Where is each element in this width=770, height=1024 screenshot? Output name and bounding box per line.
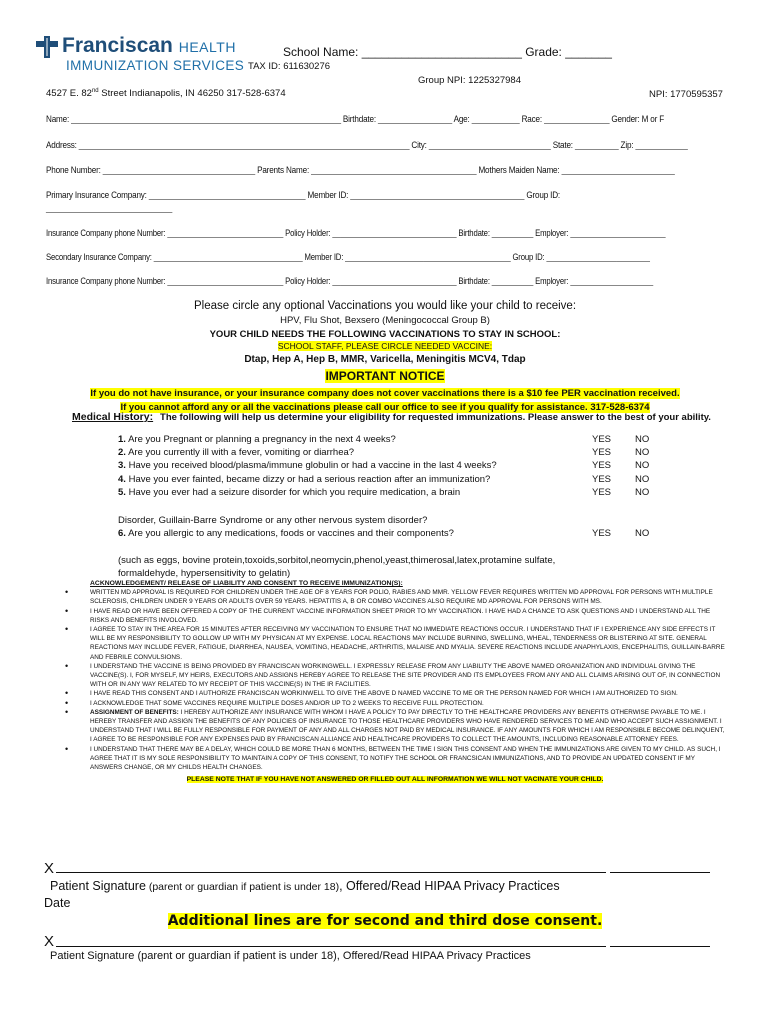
ack-bullet-5 <box>65 689 725 698</box>
address-part-2: Street Indianapolis, IN 46250 317-528-6374 <box>98 88 286 100</box>
ack-text: WRITTEN MD APPROVAL IS REQUIRED FOR CHILDREN UNDER THE AGE OF 8 YEARS FOR POLIO, RABIES AND MMR. YELLOW FEVER REQUIRES WRITTEN MD APPROVAL FOR PERSONS WITH MULTIPLE SCLEROSIS, CHILDREN UNDER 9 YEARS OR ADULTS OVER 59 YEARS. HEPATITIS A, B OR COMBO VACCINES ALSO REQUIRE MD APPROVAL FOR PERSONS WITH MS. <box>90 589 713 606</box>
additional-lines-note: Additional lines are for second and third dose consent. <box>167 913 603 929</box>
franciscan-cross-icon <box>36 36 58 58</box>
q-num: 4. <box>118 474 126 485</box>
signature-caption-1 <box>50 879 560 893</box>
q-text: Have you ever had a seizure disorder for which you require medication, a brain <box>128 487 461 498</box>
ack-warning-wrap <box>65 775 725 784</box>
medical-history-heading <box>72 411 711 423</box>
signature-x-1: X <box>44 860 55 877</box>
date-line-1[interactable] <box>610 872 710 873</box>
ack-text: I UNDERSTAND THAT THERE MAY BE A DELAY, WHICH COULD BE MORE THAN 6 MONTHS, BETWEEN THE TIME I SIGN THIS CONSENT AND WHEN THE IMMUNIZATIONS ARE GIVEN TO MY CHILD. AS SUCH, I AGREE THAT IT IS MY SOLE RESPONSIBILITY TO MAINTAIN A COPY OF THIS CONSENT, TO NOTIFY THE SCHOOL OR FRANCSICAN IMMUNIZATIONS, AND TO PROVIDE AN UPDATED CONSENT IF MY ANSWERS CHANGE, OR MY CHILDS HEALTH CHANGES. <box>90 745 721 772</box>
secondary-insurance-field[interactable]: Secondary Insurance Company: ____________________________________ Member ID: ________________________________________ Group ID: _________________________ <box>46 252 650 262</box>
clinic-address <box>46 88 286 99</box>
yes-option-3[interactable]: YES <box>592 460 612 471</box>
ack-bullet-6 <box>65 699 725 708</box>
sig-paren: (parent or guardian if patient is under 18) <box>145 881 340 893</box>
bullet-dot-icon: • <box>65 743 69 754</box>
logo-brand: Franciscan <box>62 34 173 57</box>
yes-option-6[interactable]: YES <box>592 528 612 539</box>
no-option-3[interactable]: NO <box>635 460 650 471</box>
q-text: Are you currently ill with a fever, vomiting or diarrhea? <box>128 447 355 458</box>
ack-text: I HAVE READ THIS CONSENT AND I AUTHORIZE FRANCISCAN WORKINWELL TO GIVE THE ABOVE D NAMED VACCINE TO ME OR THE PERSON NAMED FOR WHICH I AM AUTHORIZED TO SIGN. <box>90 690 678 698</box>
phone-field[interactable]: Phone Number: ___________________________________ Parents Name: ______________________________________ Mothers Maiden Name: __________________________ <box>46 165 675 175</box>
ack-bullet-3 <box>65 625 725 662</box>
no-option-1[interactable]: NO <box>635 434 650 445</box>
ack-bullet-1 <box>65 588 725 606</box>
ack-bullet-7 <box>65 708 725 745</box>
insurance-phone-1[interactable]: Insurance Company phone Number: ____________________________ Policy Holder: ______________________________ Birthdate: __________ Employer: _______________________ <box>46 228 666 238</box>
q-num: 1. <box>118 434 126 445</box>
ack-title: ACKNOWLEDGEMENT/ RELEASE OF LIABILITY AND CONSENT TO RECEIVE IMMUNIZATION(S): <box>90 580 403 587</box>
bullet-dot-icon: • <box>65 587 69 598</box>
no-option-4[interactable]: NO <box>635 474 650 485</box>
question-1 <box>118 434 396 445</box>
no-option-5[interactable]: NO <box>635 487 650 498</box>
question-3 <box>118 460 497 471</box>
school-staff-note: SCHOOL STAFF, PLEASE CIRCLE NEEDED VACCINE: <box>277 341 493 351</box>
address-field[interactable]: Address: ____________________________________________________________________________ City: ____________________________ State: __________ Zip: ____________ <box>46 140 688 150</box>
q-text: Are you allergic to any medications, foods or vaccines and their components? <box>128 528 454 539</box>
optional-vaccines-prompt: Please circle any optional Vaccinations you would like your child to receive: <box>193 300 577 312</box>
sig-hipaa: , Offered/Read HIPAA Privacy Practices <box>339 879 560 893</box>
required-vaccines-list[interactable]: Dtap, Hep A, Hep B, MMR, Varicella, Meningitis MCV4, Tdap <box>244 354 526 365</box>
ack-text: I UNDERSTAND THE VACCINE IS BEING PROVIDED BY FRANCISCAN WORKINGWELL. I EXPRESSLY RELEASE FROM ANY LIABILITY THE ABOVE NAMED ORGANIZATION AND INDIVIDUAL GIVING THE VACCINE(S). I, FOR MYSELF, MY HEIRS, EXECUTORS AND ASSIGNS HEREBY AGREE TO RELEASE THE SITE PROVIDER AND ITS EMPLOYEES FROM ANY AND ALL CLAIMS ARISING OUT OF, IN CONNECTION WITH OR IN ANY WAY RELATED TO MY RECEIPT OF THIS VACCINE(S) IN THE IR FACILITIES. <box>90 662 721 689</box>
yes-option-5[interactable]: YES <box>592 487 612 498</box>
bullet-dot-icon: • <box>65 697 69 708</box>
medical-history-intro: The following will help us determine your eligibility for requested immunizations. Please answer to the best of your ability. <box>160 412 711 423</box>
npi: NPI: 1770595357 <box>649 89 723 100</box>
logo-health: HEALTH <box>178 39 236 55</box>
question-6 <box>118 528 454 539</box>
medical-history-label: Medical History: <box>72 411 154 423</box>
school-name-grade: School Name: ________________________ Grade: _______ <box>283 45 612 59</box>
question-5-cont: Disorder, Guillain-Barre Syndrome or any other nervous system disorder? <box>118 515 428 526</box>
q-text: Are you Pregnant or planning a pregnancy in the next 4 weeks? <box>128 434 396 445</box>
address-part: 4527 E. 82 <box>46 88 92 100</box>
question-2 <box>118 447 354 458</box>
tax-id: TAX ID: 611630276 <box>248 61 331 72</box>
bullet-dot-icon: • <box>65 624 69 635</box>
acknowledgement-section <box>65 579 725 784</box>
ack-bullet-8 <box>65 745 725 773</box>
q-num: 6. <box>118 528 126 539</box>
ack-text: I HAVE READ OR HAVE BEEN OFFERED A COPY OF THE CURRENT VACCINE INFORMATION SHEET PRIOR TO MY VACCINATION. I HAVE HAD A CHANCE TO ASK QUESTIONS AND I UNDERSTAND ALL THE RISKS AND BENEFITS INVOLOVED. <box>90 607 711 624</box>
signature-line-1[interactable] <box>56 872 606 873</box>
notice-line-1: If you do not have insurance, or your insurance company does not cover vaccinations there is a $10 fee PER vaccination received. <box>90 388 680 399</box>
bullet-dot-icon: • <box>65 605 69 616</box>
q-num: 5. <box>118 487 126 498</box>
signature-x-2: X <box>44 933 55 950</box>
question-6-cont-2: formaldehyde, hypersensitivity to gelatin) <box>118 568 291 579</box>
ack-text: I HEREBY AUTHORIZE ANY INSURANCE WITH WHOM I HAVE A POLICY TO PAY DIRECTLY TO THE HEALTHCARE PROVIDERS ANY BENEFITS OTHERWISE PAYABLE TO ME. I HEREBY TRANSFER AND ASSIGN THE BENEFITS OF ANY POLICIES OF INSURANCE TO THOSE HEALTHCARE PROVIDERS WHO HAVE RENDERED SERVICES TO ME AND WHO ACCEPT SUCH ASSIGNMENT. I UNDERSTAND THAT I WILL BE FULLY RESPONSIBLE FOR PAYMENT OF ANY AND ALL CHARGES NOT PAID BY MEDICAL INSURANCE. IF ANY AMOUNTS FOR WHICH I AM RESPONSIBLE BECOME DELINQUENT, I AGREE TO BE RESPONSIBLE FOR ANY EXPENSES PAID BY FRANCISCAN ALLIANCE AND HEALTHCARE PROVIDERS TO COLLECT THE AMOUNTS, INCLUDING REASONABLE ATTORNEY FEES. <box>90 708 725 744</box>
benefits-label: ASSIGNMENT OF BENEFITS: <box>90 708 179 716</box>
notice-title: IMPORTANT NOTICE <box>325 369 445 383</box>
address-sup: nd <box>91 88 99 94</box>
q-num: 3. <box>118 460 126 471</box>
additional-wrap <box>0 912 770 930</box>
question-6-cont-1: (such as eggs, bovine protein,toxoids,sorbitol,neomycin,phenol,yeast,thimerosal,latex,protamine sulfate, <box>118 555 556 566</box>
q-num: 2. <box>118 447 126 458</box>
signature-caption-2: Patient Signature (parent or guardian if patient is under 18), Offered/Read HIPAA Privacy Practices <box>50 950 531 962</box>
ack-bullet-4 <box>65 662 725 690</box>
yes-option-2[interactable]: YES <box>592 447 612 458</box>
required-vaccines-heading: YOUR CHILD NEEDS THE FOLLOWING VACCINATIONS TO STAY IN SCHOOL: <box>209 329 561 340</box>
no-option-6[interactable]: NO <box>635 528 650 539</box>
signature-line-2[interactable] <box>56 946 606 947</box>
no-option-2[interactable]: NO <box>635 447 650 458</box>
optional-vaccines-list[interactable]: HPV, Flu Shot, Bexsero (Meningococcal Group B) <box>280 315 490 326</box>
q-text: Have you received blood/plasma/immune globulin or had a vaccine in the last 4 weeks? <box>128 460 497 471</box>
ack-bullet-2 <box>65 607 725 625</box>
question-4 <box>118 474 490 485</box>
bullet-dot-icon: • <box>65 688 69 699</box>
school-staff-wrap <box>0 341 770 351</box>
insurance-phone-2[interactable]: Insurance Company phone Number: ____________________________ Policy Holder: ______________________________ Birthdate: __________ Employer: ____________________ <box>46 276 654 286</box>
ack-text: I AGREE TO STAY IN THE AREA FOR 15 MINUTES AFTER RECEIVING MY VACCINATION TO ENSURE THAT NO IMMEDIATE REACTIONS OCCUR. I UNDERSTAND THAT IF I EXPERIENCE ANY SIDE EFFECTS IT WILL BE MY RESPONSIBILITY TO GOLLOW UP WITH MY PHYSICAN AT MY EXPENSE. LOCAL REACTIONS MAY INCLUDE BURNING, SWELLING, WHEAL, TENDERNESS OR BLISTERING AT SITE. GENERAL REACTIONS MAY INCLUDE FEVER, FATIGUE, DIARRHEA, NAUSEA, VOMITING, HEADACHE, ARTHRITIS, MALAISE AND MYALIA. SEVERE REACTIONS INCLUDE ANAPHYLAXIS, ENCEPHALITIS, GUILLAIN-BARRE AND FEBRILE CONVULSIONS. <box>90 626 725 661</box>
date-line-2[interactable] <box>610 946 710 947</box>
yes-option-4[interactable]: YES <box>592 474 612 485</box>
notice-line-2: If you cannot afford any or all the vaccinations please call our office to see if you qualify for assistance. 317-528-6374 <box>120 402 650 413</box>
group-npi: Group NPI: 1225327984 <box>418 75 521 86</box>
ack-warning: PLEASE NOTE THAT IF YOU HAVE NOT ANSWERED OR FILLED OUT ALL INFORMATION WE WILL NOT VACINATE YOUR CHILD. <box>186 776 604 784</box>
yes-option-1[interactable]: YES <box>592 434 612 445</box>
name-field[interactable]: Name: ______________________________________________________________ Birthdate: _________________ Age: ___________ Race: _______________ Gender: M or F <box>46 114 665 124</box>
primary-insurance-field[interactable]: Primary Insurance Company: ____________________________________ Member ID: ________________________________________ Group ID: <box>46 190 561 200</box>
sig-label: Patient Signature <box>50 879 146 893</box>
bullet-dot-icon: • <box>65 706 69 717</box>
primary-insurance-cont[interactable]: _____________________________ <box>46 203 173 213</box>
date-label: Date <box>44 896 71 910</box>
ack-text: I ACKNOWLEDGE THAT SOME VACCINES REQUIRE MULTIPLE DOSES AND/OR UP TO 2 WEEKS TO RECEIVE FULL PROTECTION. <box>90 699 484 707</box>
question-5 <box>118 487 460 498</box>
bullet-dot-icon: • <box>65 660 69 671</box>
logo-subtitle: IMMUNIZATION SERVICES <box>66 58 245 73</box>
q-text: Have you ever fainted, became dizzy or had a serious reaction after an immunization? <box>128 474 491 485</box>
